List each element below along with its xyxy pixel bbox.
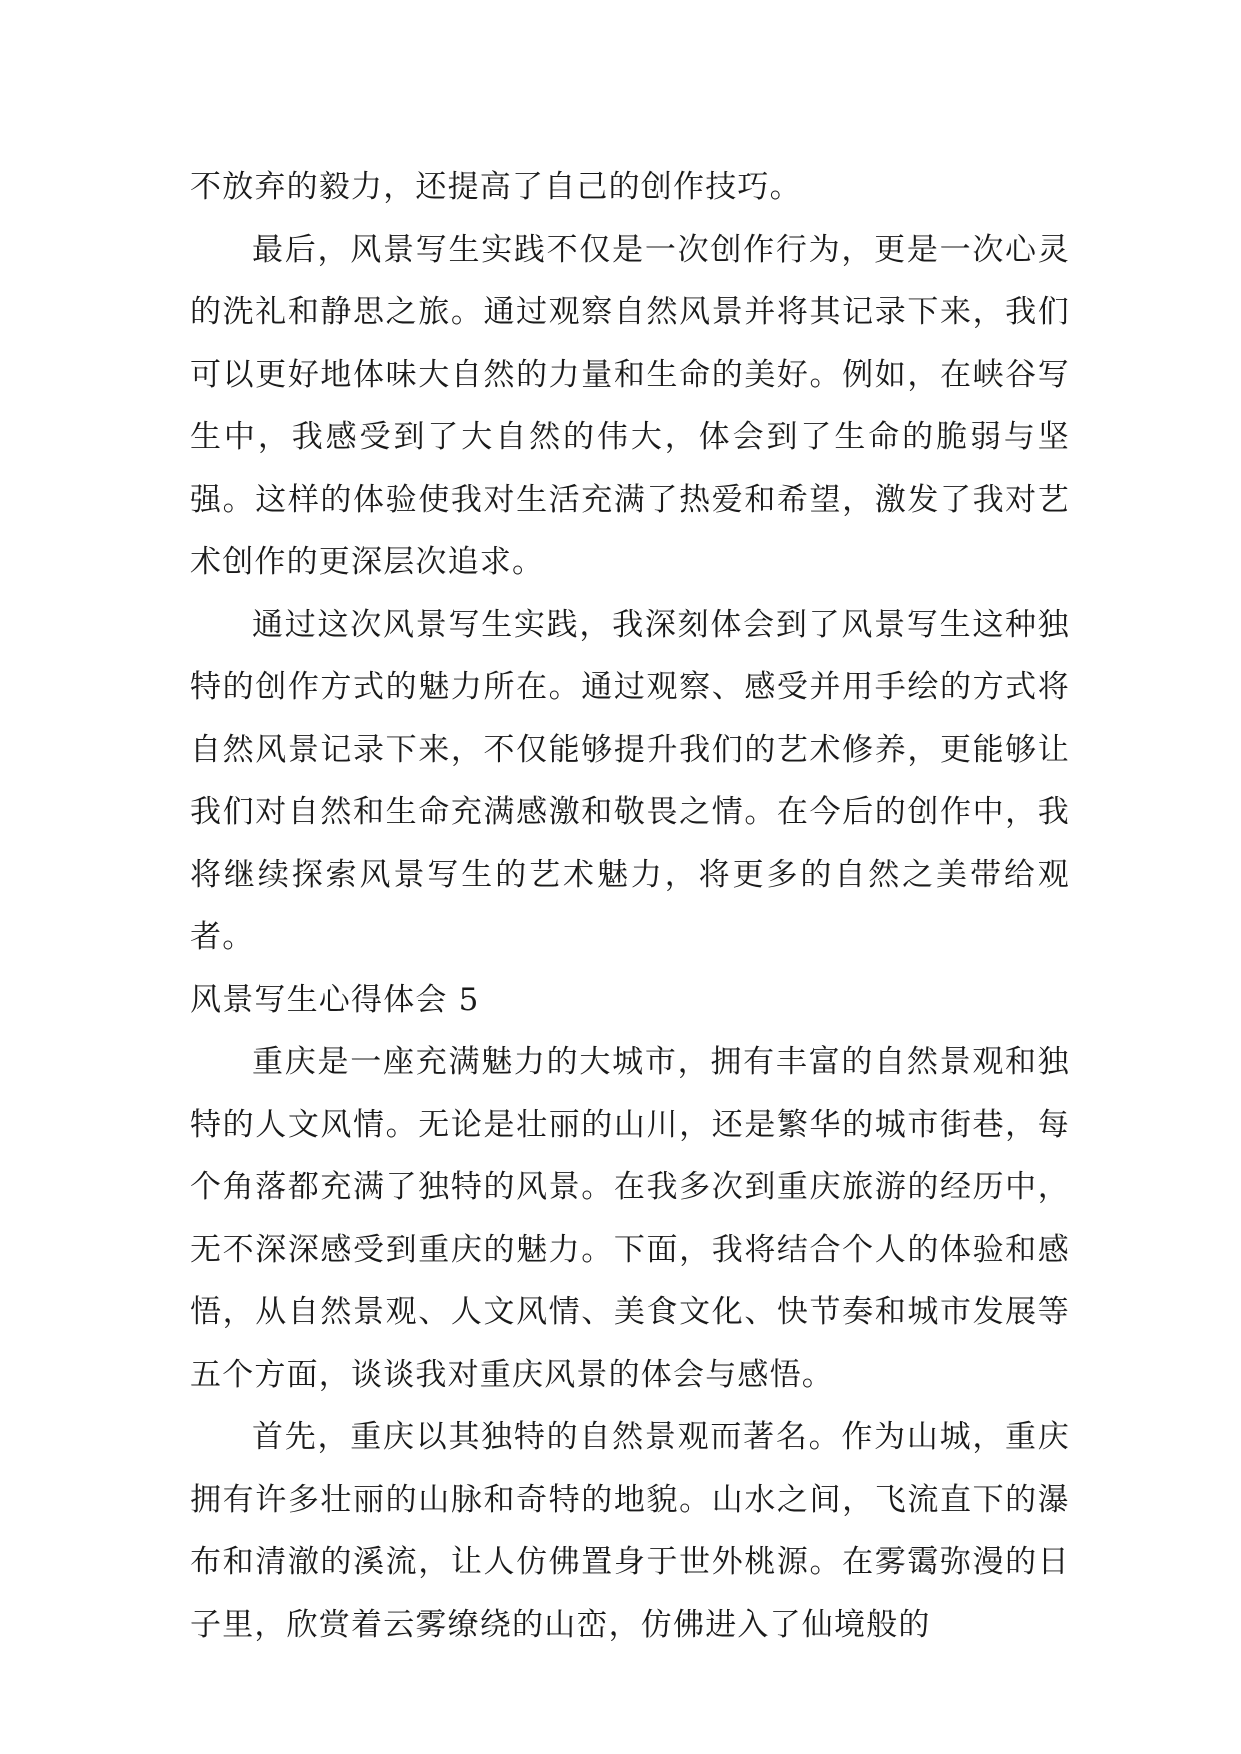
- document-body: [190, 156, 1070, 1656]
- paragraph-finally: 最后，风景写生实践不仅是一次创作行为，更是一次心灵的洗礼和静思之旅。通过观察自然风景并将其记录下来，我们可以更好地体味大自然的力量和生命的美好。例如，在峡谷写生中，我感受到了大自然的伟大，体会到了生命的脆弱与坚强。这样的体验使我对生活充满了热爱和希望，激发了我对艺术创作的更深层次追求。: [190, 231, 1070, 580]
- paragraph-chongqing-intro: 重庆是一座充满魅力的大城市，拥有丰富的自然景观和独特的人文风情。无论是壮丽的山川，还是繁华的城市街巷，每个角落都充满了独特的风景。在我多次到重庆旅游的经历中，无不深深感受到重庆的魅力。下面，我将结合个人的体验和感悟，从自然景观、人文风情、美食文化、快节奏和城市发展等五个方面，谈谈我对重庆风景的体会与感悟。: [190, 1044, 1070, 1393]
- paragraph-conclusion: 通过这次风景写生实践，我深刻体会到了风景写生这种独特的创作方式的魅力所在。通过观察、感受并用手绘的方式将自然风景记录下来，不仅能够提升我们的艺术修养，更能够让我们对自然和生命充满感激和敬畏之情。在今后的创作中，我将继续探索风景写生的艺术魅力，将更多的自然之美带给观者。: [190, 606, 1070, 955]
- paragraph-natural-scenery: 首先，重庆以其独特的自然景观而著名。作为山城，重庆拥有许多壮丽的山脉和奇特的地貌。山水之间，飞流直下的瀑布和清澈的溪流，让人仿佛置身于世外桃源。在雾霭弥漫的日子里，欣赏着云雾缭绕的山峦，仿佛进入了仙境般的: [190, 1419, 1070, 1643]
- section-heading: 风景写生心得体会 5: [190, 981, 480, 1018]
- paragraph-continued: 不放弃的毅力，还提高了自己的创作技巧。: [190, 169, 802, 205]
